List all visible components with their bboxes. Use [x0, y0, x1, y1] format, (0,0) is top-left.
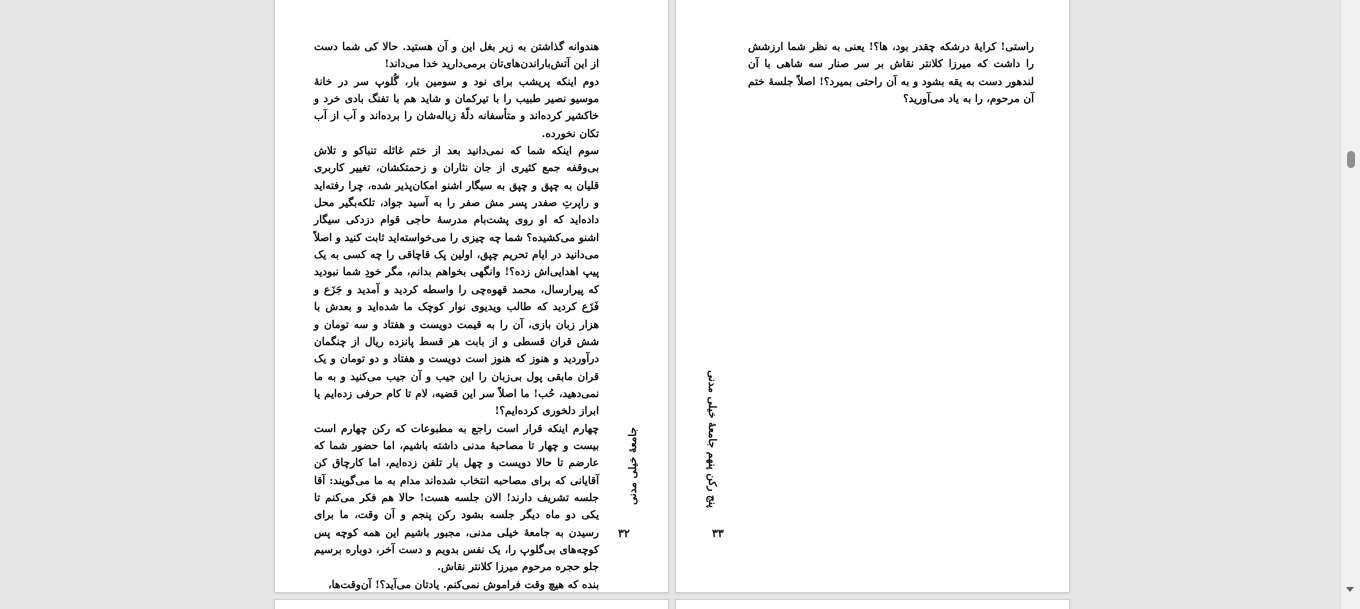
paragraph: دوم اینکه پریشب برای نود و سومین بار، گُلوپ سر در خانهٔ موسیو نصیر طبیب را با تیرکمان و شاید هم با تفنگ بادی خرد و خاکشیر کرده‌اند و متأسفانه دلّهٔ زباله‌شان را برده‌اند و آب از آب تکان نخورده. — [314, 75, 599, 140]
next-page-right — [676, 600, 1069, 609]
running-header: پنج رکن پنهم جامعهٔ خیلی مدنی — [706, 370, 718, 508]
running-header: جامعهٔ خیلی مدنی — [627, 426, 639, 506]
vertical-scrollbar[interactable] — [1340, 0, 1360, 609]
page-body-text — [314, 39, 599, 594]
page-33 — [676, 0, 1069, 592]
page-32 — [275, 0, 668, 592]
page-number: ۳۲ — [618, 527, 630, 540]
page-number: ۳۳ — [712, 527, 724, 540]
paragraph: هندوانه گذاشتن به زیر بغل این و آن هستید. حالا کی شما دست از این آتش‌باراندن‌های‌تان برمی‌دارید خدا می‌داند! — [314, 41, 599, 71]
page-body-text — [748, 39, 1034, 108]
scrollbar-thumb[interactable] — [1347, 151, 1355, 168]
next-page-left — [275, 600, 668, 609]
paragraph: بنده که هیچ وقت فراموش نمی‌کنم. یادتان می‌آید؟! آن‌وقت‌ها، — [328, 578, 599, 591]
scroll-down-arrow-icon[interactable] — [1346, 587, 1354, 592]
paragraph: چهارم اینکه قرار است راجع به مطبوعات که رکن چهارم است بیست و چهار تا مصاحبهٔ مدنی داشته باشیم، اما حضور شما که عارضم تا حالا دویست و چهل بار تلفن زده‌ایم، اما کارچاق کن آقایانی که برای مصاحبه انتخاب شده‌اند مدام به ما می‌گویند: آقا جلسه تشریف دارند! الان جلسه هست! حالا هم فکر می‌کنم تا یکی دو ماه دیگر جلسه بشود رکن پنجم و آن وقت، ما برای رسیدن به جامعهٔ خیلی مدنی، مجبور باشیم این همه کوچه پس کوچه‌های بی‌گلوپ را، یک نفس بدویم و دست آخر، دوباره برسیم جلو حجره مرحوم میرزا کلانتر نقاش. — [314, 422, 599, 574]
paragraph: سوم اینکه شما که نمی‌دانید بعد از ختم غائله تنباکو و تلاش بی‌وقفه جمع کثیری از جان نثاران و زحمتکشان، تغییر کاربری قلیان به چپق و چپق به سیگار اشنو امکان‌پذیر شده، چرا رفته‌اید و راپرتِ صفدر پسر مش صفر را به آسید جواد، تلکه‌بگیر محل داده‌اید که او روی پشت‌بام مدرسهٔ حاجی قوام دزدکی سیگار اشنو می‌کشیده؟ شما چه چیزی را می‌خواسته‌اید ثابت کنید و اصلاً می‌دانید در ایام تحریم چپق، اولین پک قاچاقی را چه کسی به یک پیپ اهدایی‌اش زده؟! وانگهی بخواهم بدانم، مگر خودِ شما نبودید که پیرارسال، محمد قهوه‌چی را واسطه کردید و آمدید و جَزَع و فَزَع کردید که طالب ویدیوی نوار کوچک ما شده‌اید و بعدش با هزار زبان بازی، آن را به قیمت دویست و هفتاد و سه تومان و شش قران قسطی و از بابت هر قسط پانزده ریال از چنگمان درآوردید و هنوز که هنوز است دویست و هفتاد و دو تومان و یک قران مابقی پول بی‌زبان را این جیب و آن جیب می‌کنید و به ما نمی‌دهید، حُب! ما اصلاً سر این قضیه، لام تا کام حرفی زده‌ایم یا ابراز دلخوری کرده‌ایم؟! — [314, 145, 599, 418]
paragraph: راستی! کرایهٔ درشکه چقدر بود، ها؟! یعنی به نظر شما ارزشش را داشت که میرزا کلانتر نقاش بر سر صنار سه شاهی با آن لندهور دست به یقه بشود و به آن راحتی بمیرد؟! اصلاً جلسهٔ ختم آن مرحوم، را به یاد می‌آورید؟ — [748, 41, 1034, 106]
